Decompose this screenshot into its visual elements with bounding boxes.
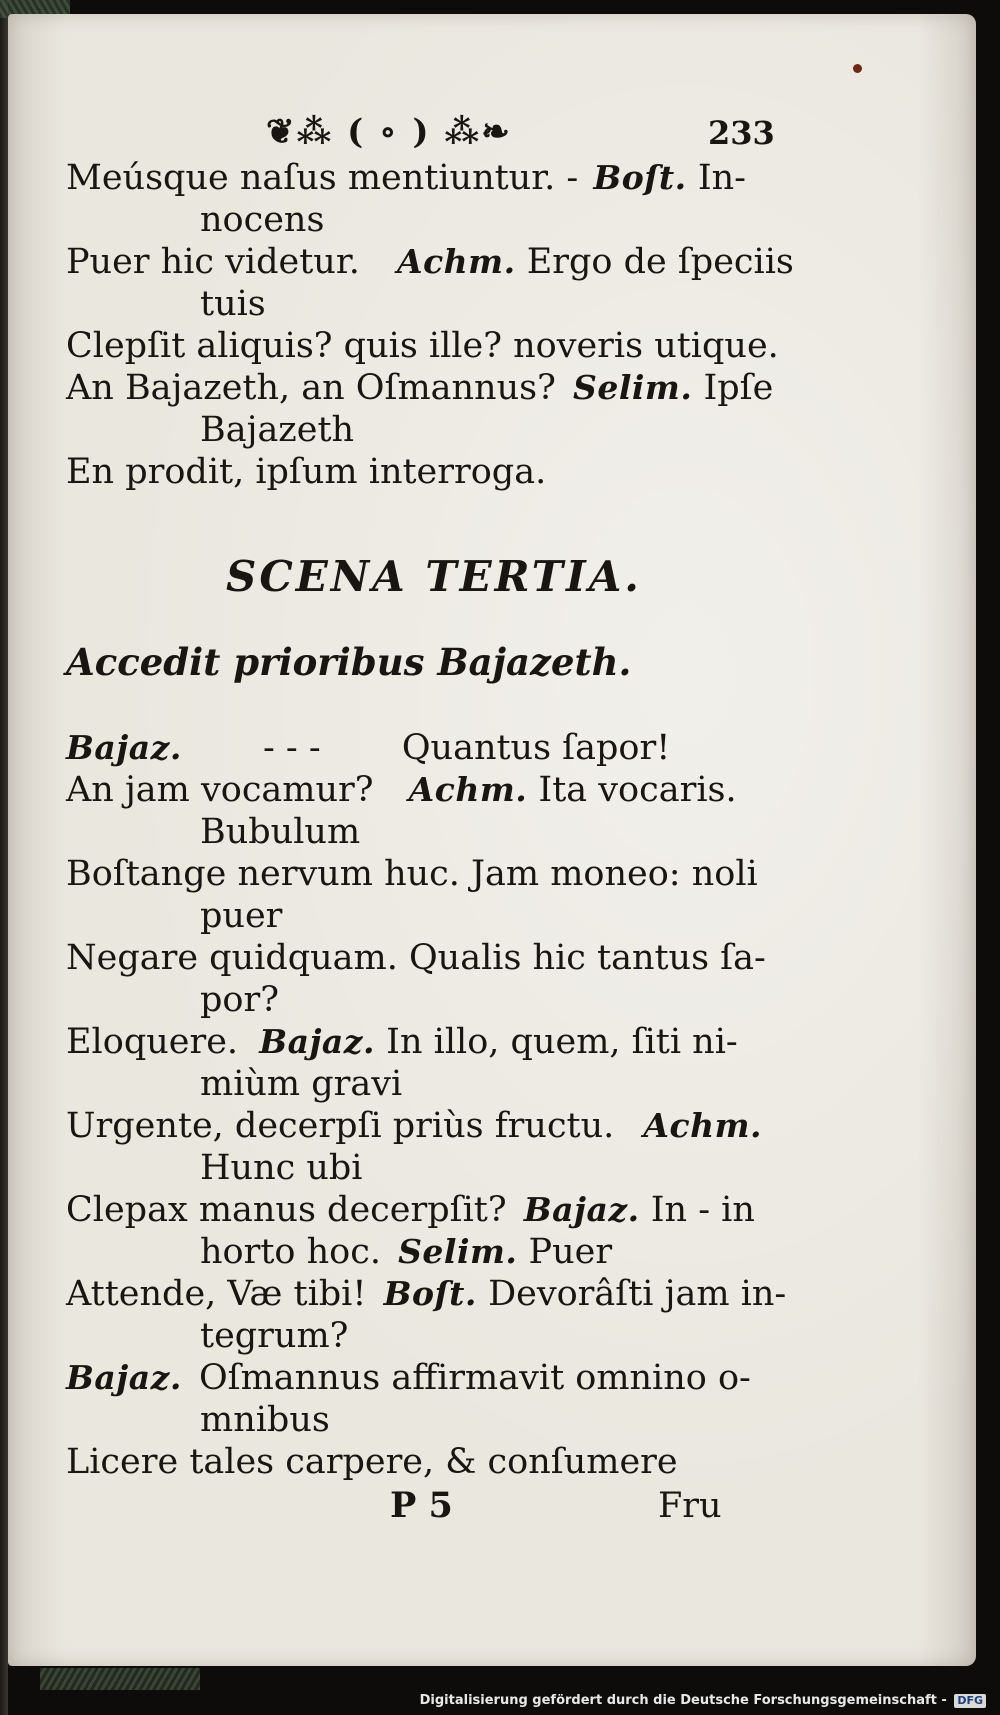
signature-mark: P 5 bbox=[390, 1485, 453, 1526]
page-number: 233 bbox=[708, 114, 775, 152]
dialogue-continuation: Hunc ubi bbox=[200, 1148, 363, 1188]
dialogue-continuation: Bubulum bbox=[200, 812, 361, 852]
dialogue-line: Boſtange nervum huc. Jam moneo: noli bbox=[66, 854, 758, 894]
book-binding-edge bbox=[0, 0, 8, 1715]
dialogue-continuation: miùm gravi bbox=[200, 1064, 403, 1104]
dialogue-line: An jam vocamur? Achm. Ita vocaris. bbox=[66, 770, 737, 810]
dialogue-line: Bajaz. Oſmannus affirmavit omnino o- bbox=[66, 1358, 751, 1398]
digitization-note: Digitalisierung gefördert durch die Deutsche Forschungsgemeinschaft - bbox=[419, 1693, 947, 1708]
verse-continuation: nocens bbox=[200, 200, 325, 240]
dialogue-continuation: puer bbox=[200, 896, 283, 936]
verse-line: En prodit, ipſum interroga. bbox=[66, 452, 547, 492]
ink-spot bbox=[853, 64, 862, 73]
scene-title: SCENA TERTIA. bbox=[226, 552, 642, 601]
verse-line: An Bajazeth, an Oſmannus? Selim. Ipſe bbox=[66, 368, 774, 408]
verse-continuation: Bajazeth bbox=[200, 410, 355, 450]
verse-line: Clepſit aliquis? quis ille? noveris utique. bbox=[66, 326, 779, 366]
binding-thread-bottom bbox=[40, 1668, 200, 1690]
verse-line: Puer hic videtur. Achm. Ergo de ſpeciis bbox=[66, 242, 794, 282]
verse-continuation: tuis bbox=[200, 284, 266, 324]
dialogue-continuation: horto hoc. Selim. Puer bbox=[200, 1232, 613, 1272]
dialogue-continuation: mnibus bbox=[200, 1400, 330, 1440]
verse-line: Meúsque naſus mentiuntur. - Boſt. In- bbox=[66, 158, 747, 198]
catchword: Fru bbox=[658, 1486, 722, 1526]
dialogue-line: Attende, Væ tibi! Boſt. Devorâſti jam in- bbox=[66, 1274, 787, 1314]
dialogue-line: Licere tales carpere, & conſumere bbox=[66, 1442, 678, 1482]
dialogue-line: Eloquere. Bajaz. In illo, quem, ſiti ni- bbox=[66, 1022, 738, 1062]
book-page bbox=[8, 14, 976, 1666]
dfg-logo: DFG bbox=[954, 1694, 986, 1708]
header-ornament: ❦⁂ ( ∘ ) ⁂❧ bbox=[266, 112, 512, 152]
scene-stage-direction: Accedit prioribus Bajazeth. bbox=[66, 640, 632, 684]
dialogue-line: Clepax manus decerpſit? Bajaz. In - in bbox=[66, 1190, 755, 1230]
dialogue-line: Urgente, decerpſi priùs fructu. Achm. bbox=[66, 1106, 763, 1146]
digitization-credit bbox=[0, 1690, 986, 1712]
dialogue-line: Bajaz. - - - Quantus ſapor! bbox=[66, 728, 671, 768]
dialogue-line: Negare quidquam. Qualis hic tantus ſa- bbox=[66, 938, 766, 978]
dialogue-continuation: tegrum? bbox=[200, 1316, 349, 1356]
dialogue-continuation: por? bbox=[200, 980, 279, 1020]
